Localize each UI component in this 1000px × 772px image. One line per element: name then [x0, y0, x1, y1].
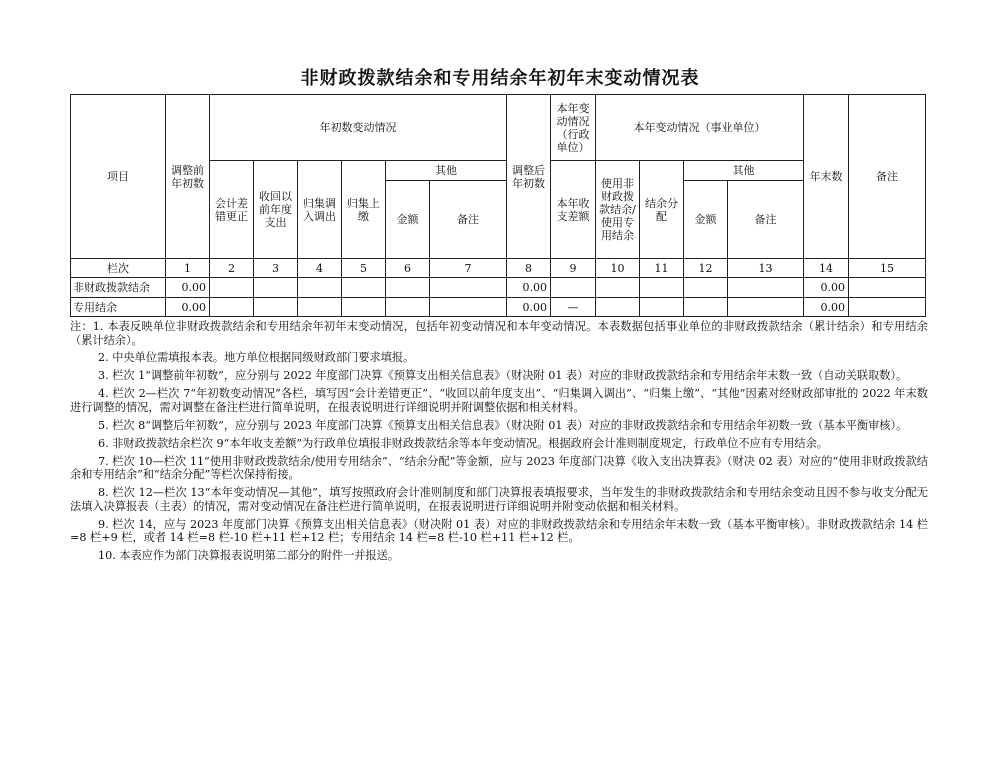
cell	[210, 278, 254, 298]
cell-before-adjust: 0.00	[166, 278, 210, 298]
cell	[728, 298, 804, 317]
table-row	[71, 278, 926, 298]
header-year-change-admin: 本年变动情况（行政单位）	[551, 95, 596, 161]
cell-after-adjust: 0.00	[507, 278, 551, 298]
header-remit-up: 归集上缴	[342, 161, 386, 259]
note-item: 10. 本表应作为部门决算报表说明第二部分的附件一并报送。	[98, 548, 400, 562]
cell-year-end: 0.00	[804, 298, 849, 317]
cell	[430, 298, 507, 317]
header-surplus-deficit: 本年收支差额	[551, 161, 596, 259]
cell	[849, 278, 926, 298]
cell	[298, 278, 342, 298]
cell	[210, 298, 254, 317]
col-number: 7	[430, 259, 507, 278]
row-label: 专用结余	[71, 298, 166, 317]
col-number: 3	[254, 259, 298, 278]
table-row	[71, 298, 926, 317]
cell	[640, 298, 684, 317]
header-after-adjust: 调整后年初数	[507, 95, 551, 259]
cell-before-adjust: 0.00	[166, 298, 210, 317]
header-use-nonfiscal: 使用非财政拨款结余/使用专用结余	[596, 161, 640, 259]
note-item: 2. 中央单位需填报本表。地方单位根据同级财政部门要求填报。	[98, 351, 415, 365]
col-number: 4	[298, 259, 342, 278]
cell	[849, 298, 926, 317]
cell	[596, 298, 640, 317]
col-number: 2	[210, 259, 254, 278]
cell	[596, 278, 640, 298]
header-accounting-error: 会计差错更正	[210, 161, 254, 259]
cell	[430, 278, 507, 298]
cell	[386, 298, 430, 317]
cell-surplus-deficit	[551, 278, 596, 298]
cell-year-end: 0.00	[804, 278, 849, 298]
col-number: 13	[728, 259, 804, 278]
cell	[728, 278, 804, 298]
cell	[254, 298, 298, 317]
note-item: 9. 栏次 14，应与 2023 年度部门决算《预算支出相关信息表》（财决附 01 表）对应的非财政拨款结余和专用结余年末数一致（基本平衡审核）。非财政拨款结余 14 栏=8 栏+9 栏，或者 14 栏=8 栏-10 栏+11 栏+12 栏；专用结余 14 栏=8 栏-10 栏+11 栏+12 栏。	[70, 517, 928, 545]
row-label: 非财政拨款结余	[71, 278, 166, 298]
cell-surplus-deficit: —	[551, 298, 596, 317]
header-remark-begin: 备注	[430, 181, 507, 259]
header-distribution: 结余分配	[640, 161, 684, 259]
header-year-end: 年末数	[804, 95, 849, 259]
col-number: 14	[804, 259, 849, 278]
cell	[640, 278, 684, 298]
header-before-adjust: 调整前年初数	[166, 95, 210, 259]
header-year-change-inst: 本年变动情况（事业单位）	[596, 95, 804, 161]
note-item: 8. 栏次 12—栏次 13“本年变动情况—其他”，填写按照政府会计准则制度和部门决算报表填报要求，当年发生的非财政拨款结余和专用结余变动且因不参与收支分配无法填入决算报表（主表）的情况，需对变动情况在备注栏进行简单说明，在报表说明进行详细说明并附变动依据和相关材料。	[70, 486, 928, 513]
col-number: 12	[684, 259, 728, 278]
notes-section	[70, 320, 928, 567]
cell	[298, 298, 342, 317]
cell	[684, 278, 728, 298]
balance-change-table	[70, 94, 926, 317]
cell	[342, 278, 386, 298]
col-number-label: 栏次	[71, 259, 166, 278]
header-recover-prior: 收回以前年度支出	[254, 161, 298, 259]
note-item: 6. 非财政拨款结余栏次 9“本年收支差额”为行政单位填报非财政拨款结余等本年变动情况。根据政府会计准则制度规定，行政单位不应有专用结余。	[98, 436, 828, 450]
note-item: 7. 栏次 10—栏次 11“使用非财政拨款结余/使用专用结余”、“结余分配”等金额，应与 2023 年度部门决算《收入支出决算表》（财决 02 表）对应的“使用非财政拨款结余和专用结余”和“结余分配”等栏次保持衔接。	[70, 454, 928, 482]
page-title: 非财政拨款结余和专用结余年初年末变动情况表	[300, 68, 700, 89]
cell-after-adjust: 0.00	[507, 298, 551, 317]
header-remarks: 备注	[849, 95, 926, 259]
col-number: 10	[596, 259, 640, 278]
col-number: 9	[551, 259, 596, 278]
col-number: 11	[640, 259, 684, 278]
header-transfer-in-out: 归集调入调出	[298, 161, 342, 259]
col-number: 8	[507, 259, 551, 278]
header-begin-change: 年初数变动情况	[210, 95, 507, 161]
header-amount-begin: 金额	[386, 181, 430, 259]
note-item: 注：1. 本表反映单位非财政拨款结余和专用结余年初年末变动情况，包括年初变动情况和本年变动情况。本表数据包括事业单位的非财政拨款结余（累计结余）和专用结余（累计结余）。	[70, 320, 928, 347]
header-remark-year: 备注	[728, 181, 804, 259]
note-item: 4. 栏次 2—栏次 7“年初数变动情况”各栏，填写因“会计差错更正”、“收回以前年度支出”、“归集调入调出”、“归集上缴”、“其他”因素对经财政部审批的 2022 年末数进行调整的情况，需对调整在备注栏进行简单说明，在报表说明进行详细说明并附调整依据和相关材料。	[70, 387, 928, 414]
header-amount-year: 金额	[684, 181, 728, 259]
note-item: 3. 栏次 1“调整前年初数”，应分别与 2022 年度部门决算《预算支出相关信息表》（财决附 01 表）对应的非财政拨款结余和专用结余年末数一致（自动关联取数）。	[98, 369, 908, 383]
header-other-year: 其他	[684, 161, 804, 181]
col-number: 15	[849, 259, 926, 278]
cell	[684, 298, 728, 317]
header-item: 项目	[71, 95, 166, 259]
header-other-begin: 其他	[386, 161, 507, 181]
col-number: 6	[386, 259, 430, 278]
cell	[254, 278, 298, 298]
col-number: 5	[342, 259, 386, 278]
cell	[342, 298, 386, 317]
cell	[386, 278, 430, 298]
note-item: 5. 栏次 8“调整后年初数”，应分别与 2023 年度部门决算《预算支出相关信息表》（财决附 01 表）对应的非财政拨款结余和专用结余年初数一致（基本平衡审核）。	[98, 418, 908, 432]
col-number: 1	[166, 259, 210, 278]
